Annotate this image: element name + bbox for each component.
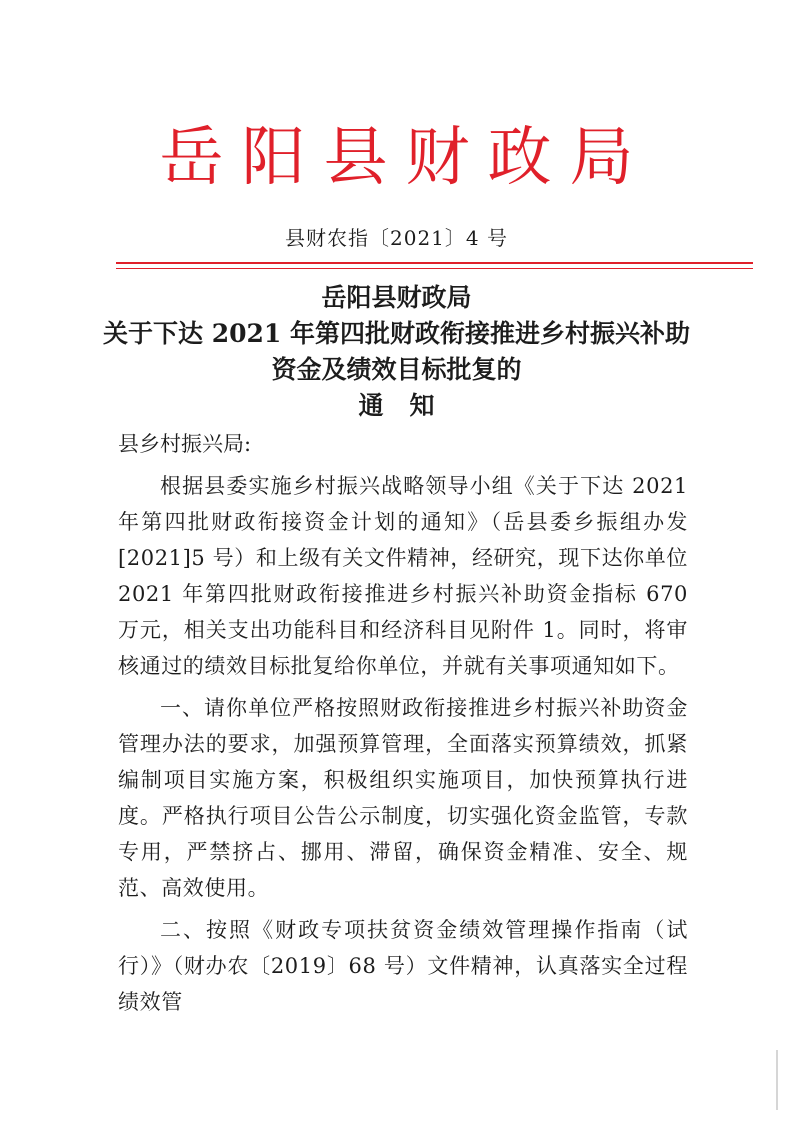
title-line-2: 关于下达 2021 年第四批财政衔接推进乡村振兴补助 bbox=[103, 319, 690, 348]
addressee: 县乡村振兴局: bbox=[118, 432, 252, 456]
title-line-1: 岳阳县财政局 bbox=[321, 283, 472, 312]
body-paragraph: 一、请你单位严格按照财政衔接推进乡村振兴补助资金管理办法的要求，加强预算管理，全面落实预算绩效，抓紧编制项目实施方案，积极组织实施项目，加快预算执行进度。严格执行项目公告公示制度，切实强化资金监管，专款专用，严禁挤占、挪用、滞留，确保资金精准、安全、规范、高效使用。 bbox=[118, 696, 688, 900]
body-paragraph: 根据县委实施乡村振兴战略领导小组《关于下达 2021 年第四批财政衔接资金计划的通知》（岳县委乡振组办发 [2021]5 号）和上级有关文件精神，经研究，现下达你单位 2021 年第四批财政衔接推进乡村振兴补助资金指标 670 万元，相关支出功能科目和经济科目见附件 1。同时，将审核通过的绩效目标批复给你单位，并就有关事项通知如下。 bbox=[118, 474, 688, 678]
scan-edge-mark bbox=[776, 1050, 778, 1110]
document-number: 县财农指〔2021〕4 号 bbox=[285, 226, 508, 250]
document-body bbox=[118, 468, 688, 1026]
red-divider-line-secondary bbox=[116, 268, 753, 269]
document-title bbox=[0, 280, 793, 424]
issuing-organization-header: 岳阳县财政局 bbox=[159, 121, 652, 195]
red-divider-line bbox=[116, 262, 753, 264]
body-paragraph: 二、按照《财政专项扶贫资金绩效管理操作指南（试行）》（财办农〔2019〕68 号）文件精神，认真落实全过程绩效管 bbox=[118, 918, 688, 1014]
title-line-3: 资金及绩效目标批复的 bbox=[271, 355, 522, 384]
title-line-4: 通知 bbox=[358, 391, 461, 420]
